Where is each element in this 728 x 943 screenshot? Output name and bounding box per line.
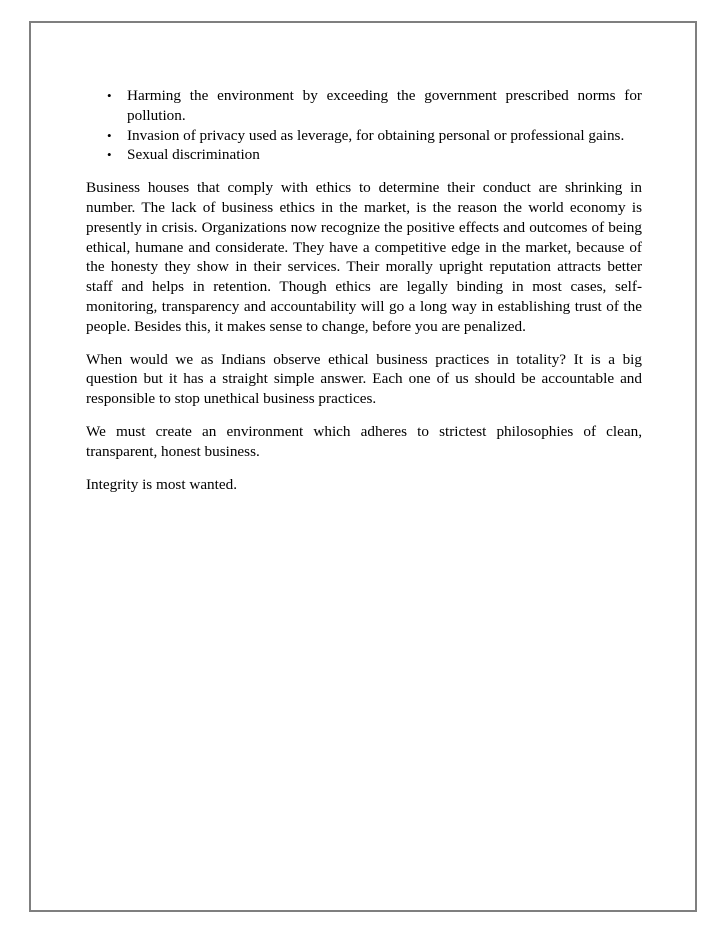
document-body — [86, 86, 642, 507]
list-item — [86, 86, 642, 126]
bullet-icon: • — [107, 127, 112, 143]
list-item-text: Invasion of privacy used as leverage, for obtaining personal or professional gains. — [127, 126, 625, 144]
list-item-text: Harming the environment by exceeding the government prescribed norms for pollution. — [127, 87, 642, 124]
list-item — [86, 145, 642, 165]
paragraph-business-ethics: Business houses that comply with ethics to determine their conduct are shrinking in number. The lack of business ethics in the market, is the reason the world economy is presently in crisis. Organizations now recognize the positive effects and outcomes of being ethical, humane and considerate. They have a competitive edge in the market, because of the honesty they show in their services. Their morally upright reputation attracts better staff and helps in retention. Though ethics are legally binding in most cases, self-monitoring, transparency and accountability will go a long way in establishing trust of the people. Besides this, it makes sense to change, before you are penalized. — [86, 179, 642, 335]
bullet-icon: • — [107, 147, 112, 163]
bullet-list — [86, 86, 642, 165]
list-item-text: Sexual discrimination — [127, 146, 260, 164]
bullet-icon: • — [107, 88, 112, 103]
paragraph-indian-practices: When would we as Indians observe ethical business practices in totality? It is a big question but it has a straight simple answer. Each one of us should be accountable and responsible to stop unethical business practices. — [86, 350, 642, 408]
list-item — [86, 126, 642, 146]
paragraph-environment: We must create an environment which adheres to strictest philosophies of clean, transparent, honest business. — [86, 422, 642, 460]
paragraph-integrity: Integrity is most wanted. — [86, 475, 238, 493]
